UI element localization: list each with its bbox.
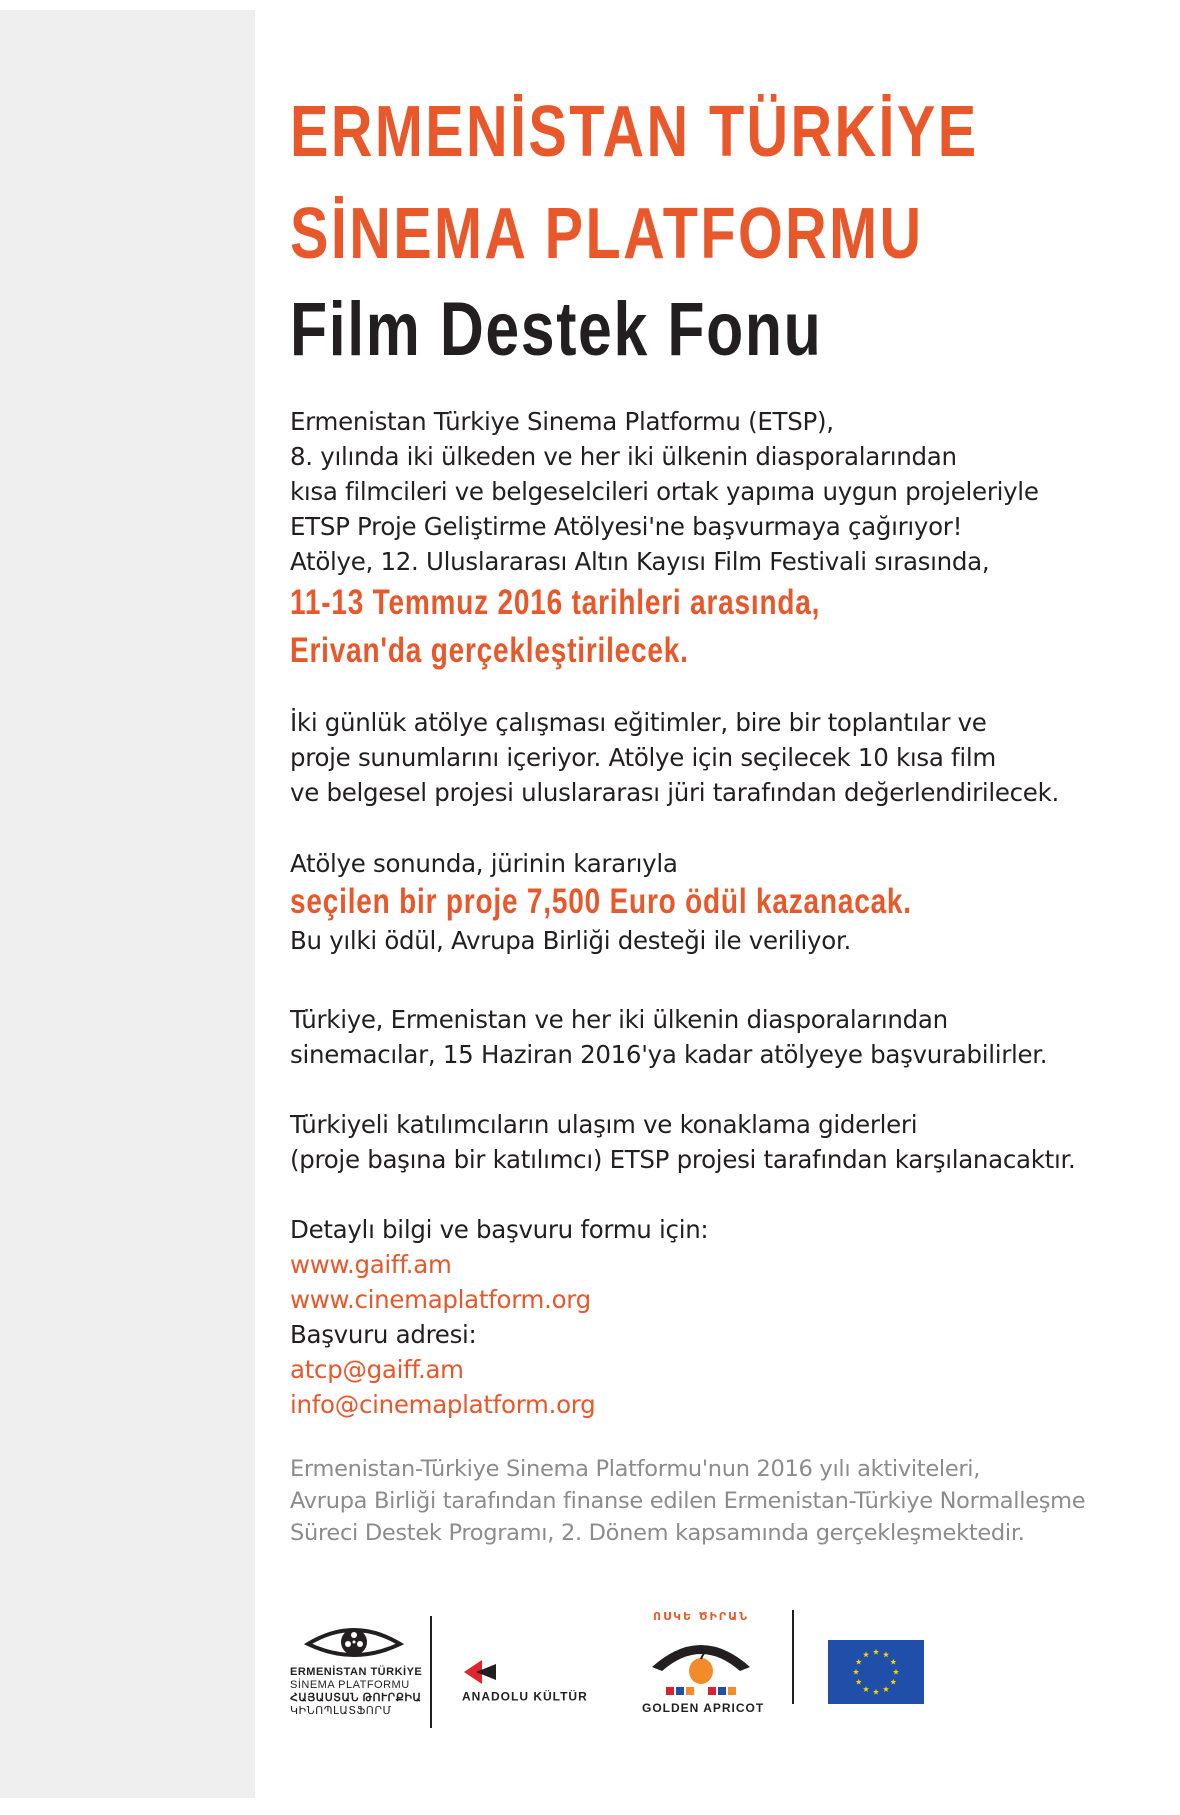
subtitle-film-destek-fonu: Film Destek Fonu	[290, 287, 823, 372]
expenses-line: Türkiyeli katılımcıların ulaşım ve konaklama giderleri	[290, 1110, 918, 1139]
etsp-logo-text-3: ՀԱՅԱՍՏԱՆ ԹՈՒՐՔԻԱ	[290, 1692, 422, 1704]
golden-apricot-film-icon	[646, 1627, 756, 1701]
logo-divider	[430, 1616, 432, 1728]
funding-note-line: Süreci Destek Programı, 2. Dönem kapsamında gerçekleşmektedir.	[290, 1520, 1025, 1546]
funding-note-line: Avrupa Birliği tarafından finanse edilen Ermenistan-Türkiye Normalleşme	[290, 1488, 1086, 1514]
intro-highlight-dates: 11-13 Temmuz 2016 tarihleri arasında,	[290, 583, 821, 622]
golden-apricot-text: GOLDEN APRICOT	[642, 1701, 765, 1715]
film-reel-eye-icon	[304, 1622, 404, 1662]
award-line: Atölye sonunda, jürinin kararıyla	[290, 849, 678, 878]
eligibility-paragraph	[290, 1002, 1150, 1072]
workshop-line: proje sunumlarını içeriyor. Atölye için seçilecek 10 kısa film	[290, 743, 996, 772]
etsp-logo-text-1: ERMENİSTAN TÜRKİYE	[290, 1666, 423, 1678]
intro-line: ETSP Proje Geliştirme Atölyesi'ne başvurmaya çağırıyor!	[290, 512, 963, 541]
cinemaplatform-link[interactable]: www.cinemaplatform.org	[290, 1285, 591, 1314]
intro-line: Ermenistan Türkiye Sinema Platformu (ETSP),	[290, 407, 834, 436]
eligibility-line: Türkiye, Ermenistan ve her iki ülkenin diasporalarından	[290, 1005, 948, 1034]
workshop-paragraph	[290, 705, 1150, 810]
award-line: Bu yılki ödül, Avrupa Birliği desteği ile veriliyor.	[290, 926, 851, 955]
expenses-paragraph	[290, 1107, 1150, 1177]
anadolu-kultur-icon	[462, 1658, 498, 1686]
cinemaplatform-email-link[interactable]: info@cinemaplatform.org	[290, 1390, 596, 1419]
title-line-2: SİNEMA PLATFORMU	[290, 194, 924, 274]
workshop-line: İki günlük atölye çalışması eğitimler, bire bir toplantılar ve	[290, 708, 987, 737]
contact-label: Detaylı bilgi ve başvuru formu için:	[290, 1215, 709, 1244]
eligibility-line: sinemacılar, 15 Haziran 2016'ya kadar atölyeye başvurabilirler.	[290, 1040, 1048, 1069]
gaiff-email-link[interactable]: atcp@gaiff.am	[290, 1355, 464, 1384]
funding-note	[290, 1453, 1150, 1549]
etsp-logo	[290, 1622, 423, 1718]
eu-flag-logo	[828, 1640, 924, 1704]
intro-highlight-place: Erivan'da gerçekleştirilecek.	[290, 631, 689, 670]
intro-paragraph	[290, 404, 1150, 675]
workshop-line: ve belgesel projesi uluslararası jüri tarafından değerlendirilecek.	[290, 778, 1059, 807]
expenses-line: (proje başına bir katılımcı) ETSP projesi tarafından karşılanacaktır.	[290, 1145, 1076, 1174]
golden-apricot-logo	[642, 1610, 765, 1715]
funding-note-line: Ermenistan-Türkiye Sinema Platformu'nun 2016 yılı aktiviteleri,	[290, 1456, 981, 1482]
title-line-1: ERMENİSTAN TÜRKİYE	[290, 92, 979, 172]
intro-line: 8. yılında iki ülkeden ve her iki ülkenin diasporalarından	[290, 442, 957, 471]
logo-divider	[792, 1610, 794, 1704]
address-label: Başvuru adresi:	[290, 1320, 477, 1349]
contact-block	[290, 1212, 1150, 1422]
intro-line: kısa filmcileri ve belgeselcileri ortak yapıma uygun projeleriyle	[290, 477, 1039, 506]
anadolu-kultur-logo	[462, 1658, 622, 1705]
anadolu-kultur-text: ANADOLU KÜLTÜR	[462, 1689, 588, 1704]
intro-line: Atölye, 12. Uluslararası Altın Kayısı Film Festivali sırasında,	[290, 547, 990, 576]
gaiff-link[interactable]: www.gaiff.am	[290, 1250, 452, 1279]
award-highlight: seçilen bir proje 7,500 Euro ödül kazanacak.	[290, 882, 912, 921]
sponsor-logos	[290, 1600, 1150, 1740]
eu-flag-icon	[828, 1640, 924, 1704]
golden-apricot-armenian-text: ՈՍԿԵ ԾԻՐԱՆ	[653, 1610, 749, 1623]
award-paragraph	[290, 846, 1150, 958]
etsp-logo-text-2: SİNEMA PLATFORMU	[290, 1679, 410, 1691]
etsp-logo-text-4: ԿԻՆՈՊԼԱՏՖՈՐՄ	[290, 1705, 392, 1717]
